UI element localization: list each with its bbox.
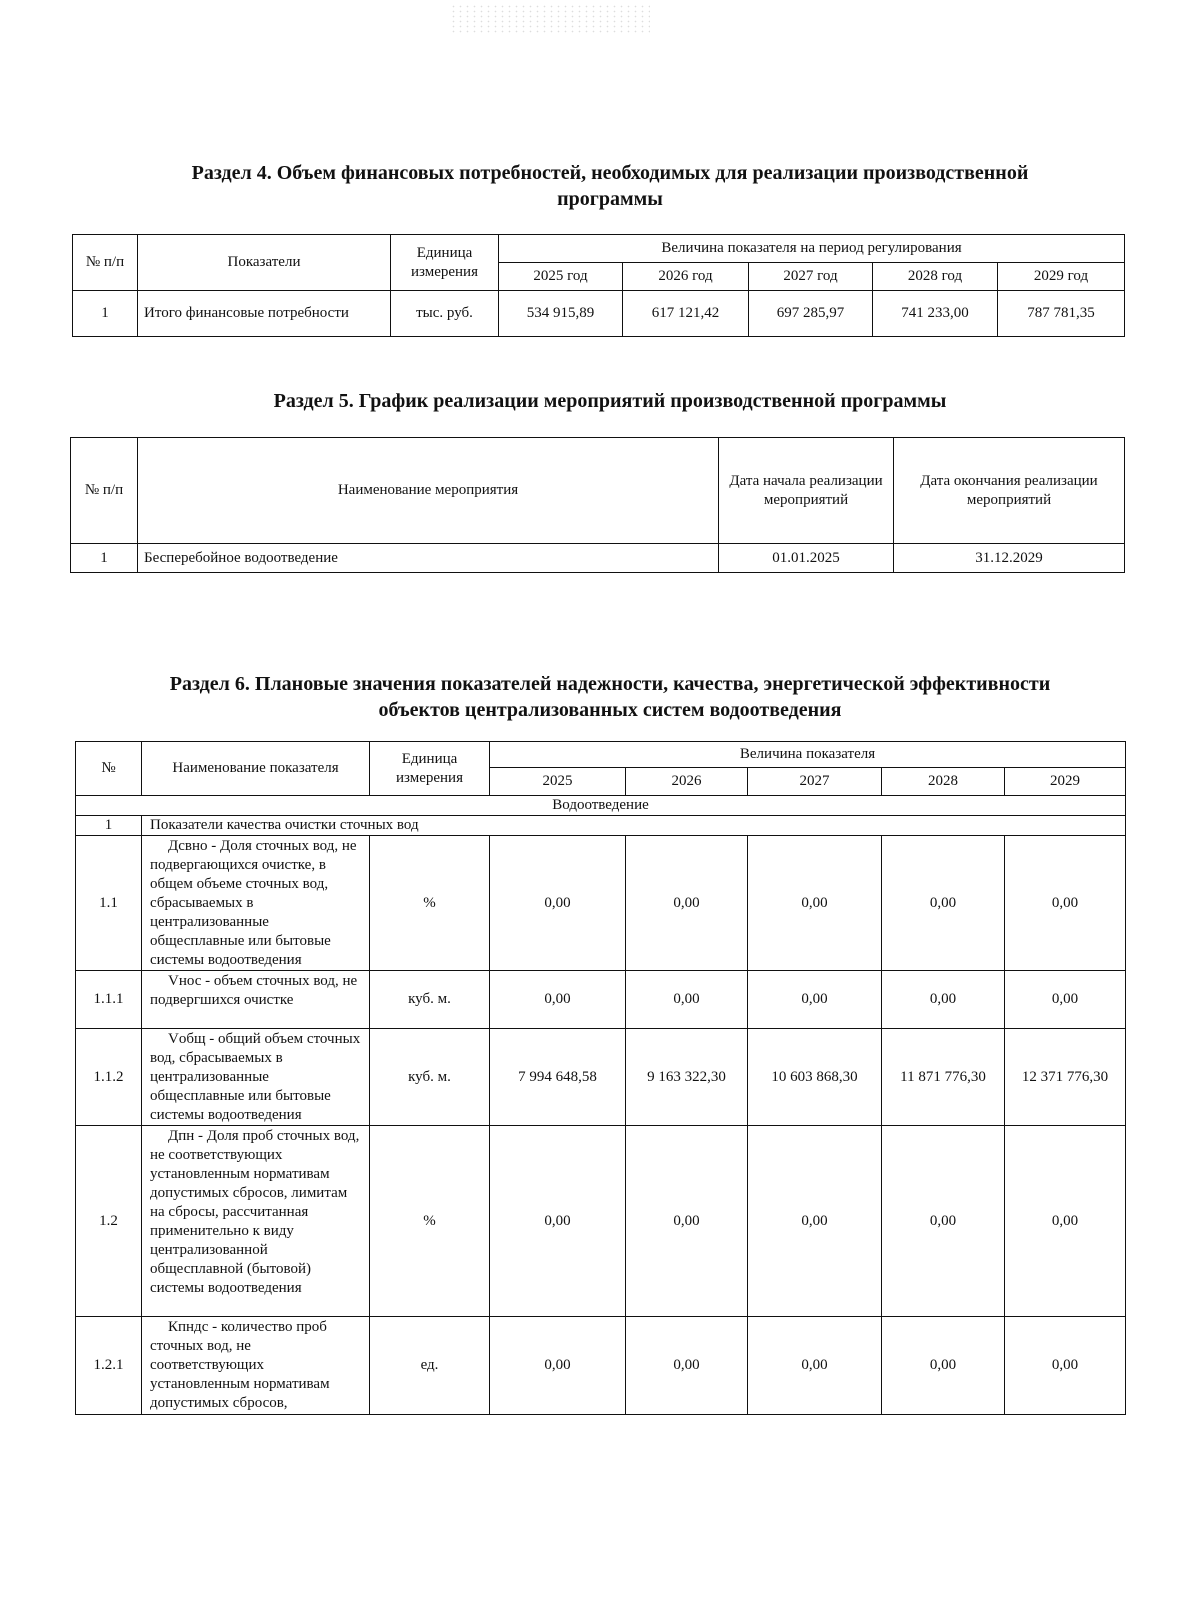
row-name: Бесперебойное водоотведение	[138, 544, 719, 573]
row-value: 0,00	[626, 1126, 748, 1317]
row-unit: %	[370, 836, 490, 971]
section6-table	[75, 741, 1126, 1415]
row-value: 0,00	[748, 1317, 882, 1415]
row-unit: куб. м.	[370, 1029, 490, 1126]
row-unit: тыс. руб.	[391, 291, 499, 337]
header-year: 2029	[1005, 768, 1126, 796]
section5-title: Раздел 5. График реализации мероприятий производственной программы	[273, 390, 947, 412]
row-value: 0,00	[626, 971, 748, 1029]
header-year: 2026	[626, 768, 748, 796]
row-value: 0,00	[1005, 836, 1126, 971]
table-row	[76, 971, 1126, 1029]
row-unit: куб. м.	[370, 971, 490, 1029]
row-value: 0,00	[748, 836, 882, 971]
row-value: 0,00	[626, 1317, 748, 1415]
table-row	[76, 836, 1126, 971]
section4-title-line1: Раздел 4. Объем финансовых потребностей, необходимых для реализации производственной	[191, 162, 1029, 184]
row-num: 1.2.1	[76, 1317, 142, 1415]
row-num: 1.1	[76, 836, 142, 971]
header-value: Величина показателя	[490, 742, 1126, 768]
row-indicator: Итого финансовые потребности	[138, 291, 391, 337]
subgroup-num: 1	[76, 816, 142, 836]
row-value: 617 121,42	[623, 291, 749, 337]
row-value: 0,00	[882, 1126, 1005, 1317]
header-end: Дата окончания реализации мероприятий	[894, 438, 1125, 544]
row-name: Vобщ - общий объем сточных вод, сбрасываемых в централизованные общесплавные или бытовые системы водоотведения	[142, 1029, 370, 1126]
header-year: 2026 год	[623, 263, 749, 291]
row-value: 0,00	[626, 836, 748, 971]
row-name: Vнос - объем сточных вод, не подвергшихся очистке	[142, 971, 370, 1029]
group-row: Водоотведение	[76, 796, 1126, 816]
header-num: № п/п	[73, 235, 138, 291]
row-value: 697 285,97	[749, 291, 873, 337]
row-value: 10 603 868,30	[748, 1029, 882, 1126]
header-unit: Единица измерения	[391, 235, 499, 291]
row-value: 0,00	[748, 1126, 882, 1317]
row-value: 7 994 648,58	[490, 1029, 626, 1126]
header-year: 2025	[490, 768, 626, 796]
row-value: 0,00	[882, 971, 1005, 1029]
row-value: 0,00	[490, 971, 626, 1029]
row-value: 0,00	[882, 836, 1005, 971]
row-value: 787 781,35	[998, 291, 1125, 337]
section5-table	[70, 437, 1125, 573]
row-value: 0,00	[1005, 971, 1126, 1029]
header-year: 2028	[882, 768, 1005, 796]
row-value: 9 163 322,30	[626, 1029, 748, 1126]
header-period: Величина показателя на период регулирования	[499, 235, 1125, 263]
row-name: Кпндс - количество проб сточных вод, не соответствующих установленным нормативам допустимых сбросов,	[142, 1317, 370, 1415]
header-unit: Единица измерения	[370, 742, 490, 796]
row-end: 31.12.2029	[894, 544, 1125, 573]
header-num: № п/п	[71, 438, 138, 544]
row-num: 1	[71, 544, 138, 573]
table-row	[73, 291, 1125, 337]
row-num: 1	[73, 291, 138, 337]
section6-title-line1: Раздел 6. Плановые значения показателей надежности, качества, энергетической эффективности	[169, 673, 1051, 695]
header-year: 2027	[748, 768, 882, 796]
row-unit: %	[370, 1126, 490, 1317]
section4-title-line2: программы	[557, 188, 663, 210]
row-value: 0,00	[490, 836, 626, 971]
row-value: 534 915,89	[499, 291, 623, 337]
table-row	[76, 1126, 1126, 1317]
row-unit: ед.	[370, 1317, 490, 1415]
header-num: №	[76, 742, 142, 796]
row-start: 01.01.2025	[719, 544, 894, 573]
header-start: Дата начала реализации мероприятий	[719, 438, 894, 544]
subgroup-name: Показатели качества очистки сточных вод	[142, 816, 1126, 836]
row-num: 1.1.2	[76, 1029, 142, 1126]
row-value: 0,00	[882, 1317, 1005, 1415]
row-name: Дпн - Доля проб сточных вод, не соответствующих установленным нормативам допустимых сбросов, лимитам на сбросы, рассчитанная применительно к виду централизованной общесплавной (бытовой) системы водоотведения	[142, 1126, 370, 1317]
scan-noise	[450, 4, 650, 34]
row-value: 741 233,00	[873, 291, 998, 337]
header-name: Наименование мероприятия	[138, 438, 719, 544]
section6-title	[60, 671, 1160, 723]
section6-title-line2: объектов централизованных систем водоотведения	[378, 699, 842, 721]
row-value: 0,00	[1005, 1317, 1126, 1415]
header-name: Наименование показателя	[142, 742, 370, 796]
table-row	[76, 1029, 1126, 1126]
table-row	[76, 1317, 1126, 1415]
row-num: 1.2	[76, 1126, 142, 1317]
header-year: 2027 год	[749, 263, 873, 291]
row-value: 0,00	[490, 1317, 626, 1415]
row-num: 1.1.1	[76, 971, 142, 1029]
table-row	[71, 544, 1125, 573]
row-value: 11 871 776,30	[882, 1029, 1005, 1126]
row-value: 12 371 776,30	[1005, 1029, 1126, 1126]
header-year: 2029 год	[998, 263, 1125, 291]
section4-title	[60, 160, 1160, 212]
section4-table	[72, 234, 1125, 337]
header-year: 2025 год	[499, 263, 623, 291]
row-name: Дсвно - Доля сточных вод, не подвергающихся очистке, в общем объеме сточных вод, сбрасываемых в централизованные общесплавные или бытовые системы водоотведения	[142, 836, 370, 971]
row-value: 0,00	[1005, 1126, 1126, 1317]
header-indicator: Показатели	[138, 235, 391, 291]
row-value: 0,00	[748, 971, 882, 1029]
row-value: 0,00	[490, 1126, 626, 1317]
header-year: 2028 год	[873, 263, 998, 291]
